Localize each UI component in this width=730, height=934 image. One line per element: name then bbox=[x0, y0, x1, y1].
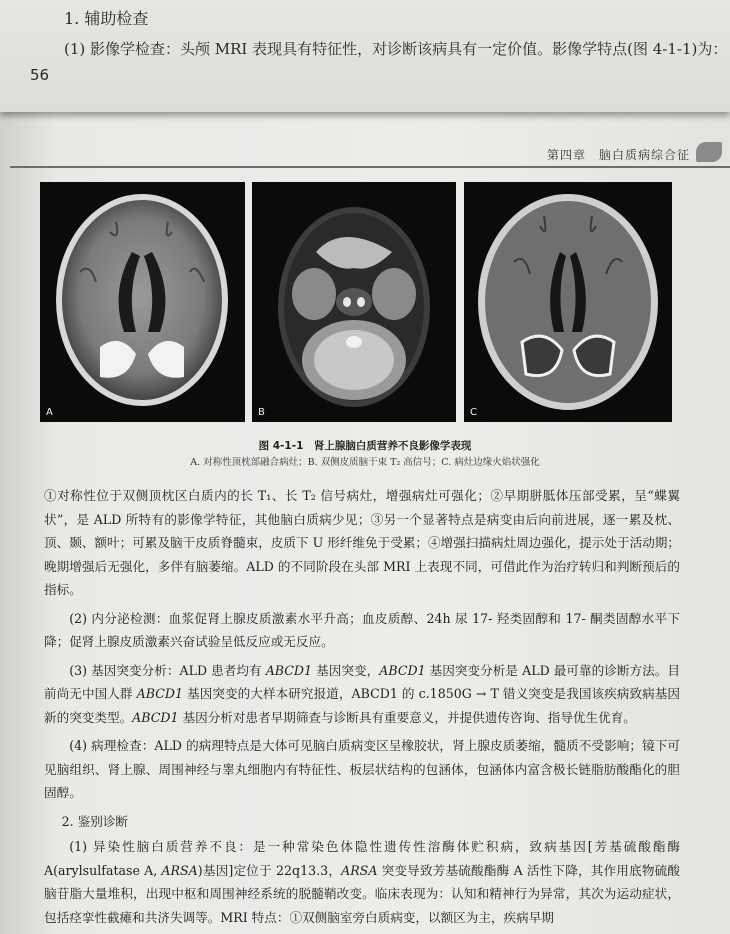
figure-caption: 图 4-1-1 肾上腺脑白质营养不良影像学表现 bbox=[258, 440, 472, 452]
body-text bbox=[44, 484, 680, 934]
paragraph-endocrine: (2) 内分泌检测：血浆促肾上腺皮质激素水平升高；血皮质醇、24h 尿 17- 羟类固醇和 17- 酮类固醇水平下降；促肾上腺皮质激素兴奋试验呈低反应或无反应。 bbox=[44, 610, 680, 649]
gene-name: ARSA bbox=[341, 862, 378, 878]
paragraph-pathology: (4) 病理检查：ALD 的病理特点是大体可见脑白质病变区呈橡胶状，肾上腺皮质萎缩，髓质不受影响；镜下可见脑组织、肾上腺、周围神经与睾丸细胞内有特征性、板层状结构的包涵体，包涵体内富含极长链脂肪酸酯化的胆固醇。 bbox=[44, 738, 680, 800]
mri-panel-c bbox=[464, 182, 672, 422]
section-heading-differential: 2. 鉴别诊断 bbox=[61, 813, 129, 829]
gene-name: ABCD1 bbox=[132, 709, 179, 725]
main-page bbox=[0, 112, 730, 934]
page-number: 56 bbox=[30, 66, 50, 84]
paragraph-gene-analysis bbox=[44, 659, 680, 730]
gene-name: ARSA bbox=[161, 862, 198, 878]
chapter-header bbox=[10, 142, 730, 168]
leaf-logo-icon bbox=[696, 142, 722, 162]
panel-label-c: C bbox=[470, 407, 477, 418]
mri-panel-a bbox=[40, 182, 245, 422]
paragraph-imaging-features: ①对称性位于双侧顶枕区白质内的长 T₁、长 T₂ 信号病灶，增强病灶可强化；②早期胼胝体压部受累，呈“蝶翼状”，是 ALD 所特有的影像学特征，其他脑白质病少见；③另一个显著特点是病变由后向前进展，逐一累及枕、顶、颞、额叶；可累及脑干皮质脊髓束，皮质下 U 形纤维免于受累；④增强扫描病灶周边强化，提示处于活动期；晚期增强后无强化，多伴有脑萎缩。ALD 的不同阶段在头部 MRI 上表现不同，可借此作为治疗转归和判断预后的指标。 bbox=[44, 488, 680, 597]
chapter-title: 第四章 脑白质病综合征 bbox=[546, 148, 690, 162]
mri-image-a bbox=[40, 182, 245, 422]
gene-name: ABCD1 bbox=[379, 662, 426, 678]
mri-image-c bbox=[464, 182, 672, 422]
panel-label-b: B bbox=[258, 407, 265, 418]
panel-label-a: A bbox=[46, 407, 53, 418]
paragraph-mld bbox=[44, 835, 680, 929]
text-segment: 基因突变的大样本研究报道，ABCD1 的 c.1850G → T 错义突变是我国该疾病致病基因新的突变类型。 bbox=[44, 686, 681, 725]
text-segment: (1) 异染性脑白质营养不良：是一种常染色体隐性遗传性溶酶体贮积病，致病基因[芳基硫酸酯酶 A(arylsulfatase A, bbox=[44, 839, 680, 878]
text-segment: 基因分析对患者早期筛查与诊断具有重要意义，并提供遗传咨询、指导优生优育。 bbox=[178, 709, 636, 725]
prev-section-heading: 1. 辅助检查 bbox=[64, 9, 149, 28]
text-segment: 基因突变， bbox=[312, 662, 380, 678]
text-segment: (3) 基因突变分析：ALD 患者均有 bbox=[69, 662, 266, 678]
text-segment: )基因]定位于 22q13.3， bbox=[197, 862, 342, 878]
figure-legend: A. 对称性顶枕部融合病灶；B. 双侧皮质脑干束 T₂ 高信号；C. 病灶边缘火焰状强化 bbox=[190, 457, 540, 468]
text-segment: 基因突变分析是 ALD 最可靠的诊断方法。目前尚无中国人群 bbox=[44, 662, 680, 701]
gene-name: ABCD1 bbox=[265, 662, 313, 678]
mri-panel-b bbox=[252, 182, 456, 422]
mri-image-b bbox=[252, 182, 456, 422]
text-segment: 突变导致芳基硫酸酯酶 A 活性下降，其作用底物硫酸脑苷脂大量堆积，出现中枢和周围神经系统的脱髓鞘改变。临床表现为：认知和精神行为异常，其次为运动症状，包括痉挛性截瘫和共济失调等。MRI 特点：①双侧脑室旁白质病变，以额区为主，疾病早期 bbox=[44, 862, 681, 925]
gene-name: ABCD1 bbox=[136, 686, 183, 701]
previous-page bbox=[0, 0, 730, 112]
prev-text-line: (1) 影像学检查：头颅 MRI 表现具有特征性，对诊断该病具有一定价值。影像学特点(图 4-1-1)为： bbox=[64, 40, 728, 58]
